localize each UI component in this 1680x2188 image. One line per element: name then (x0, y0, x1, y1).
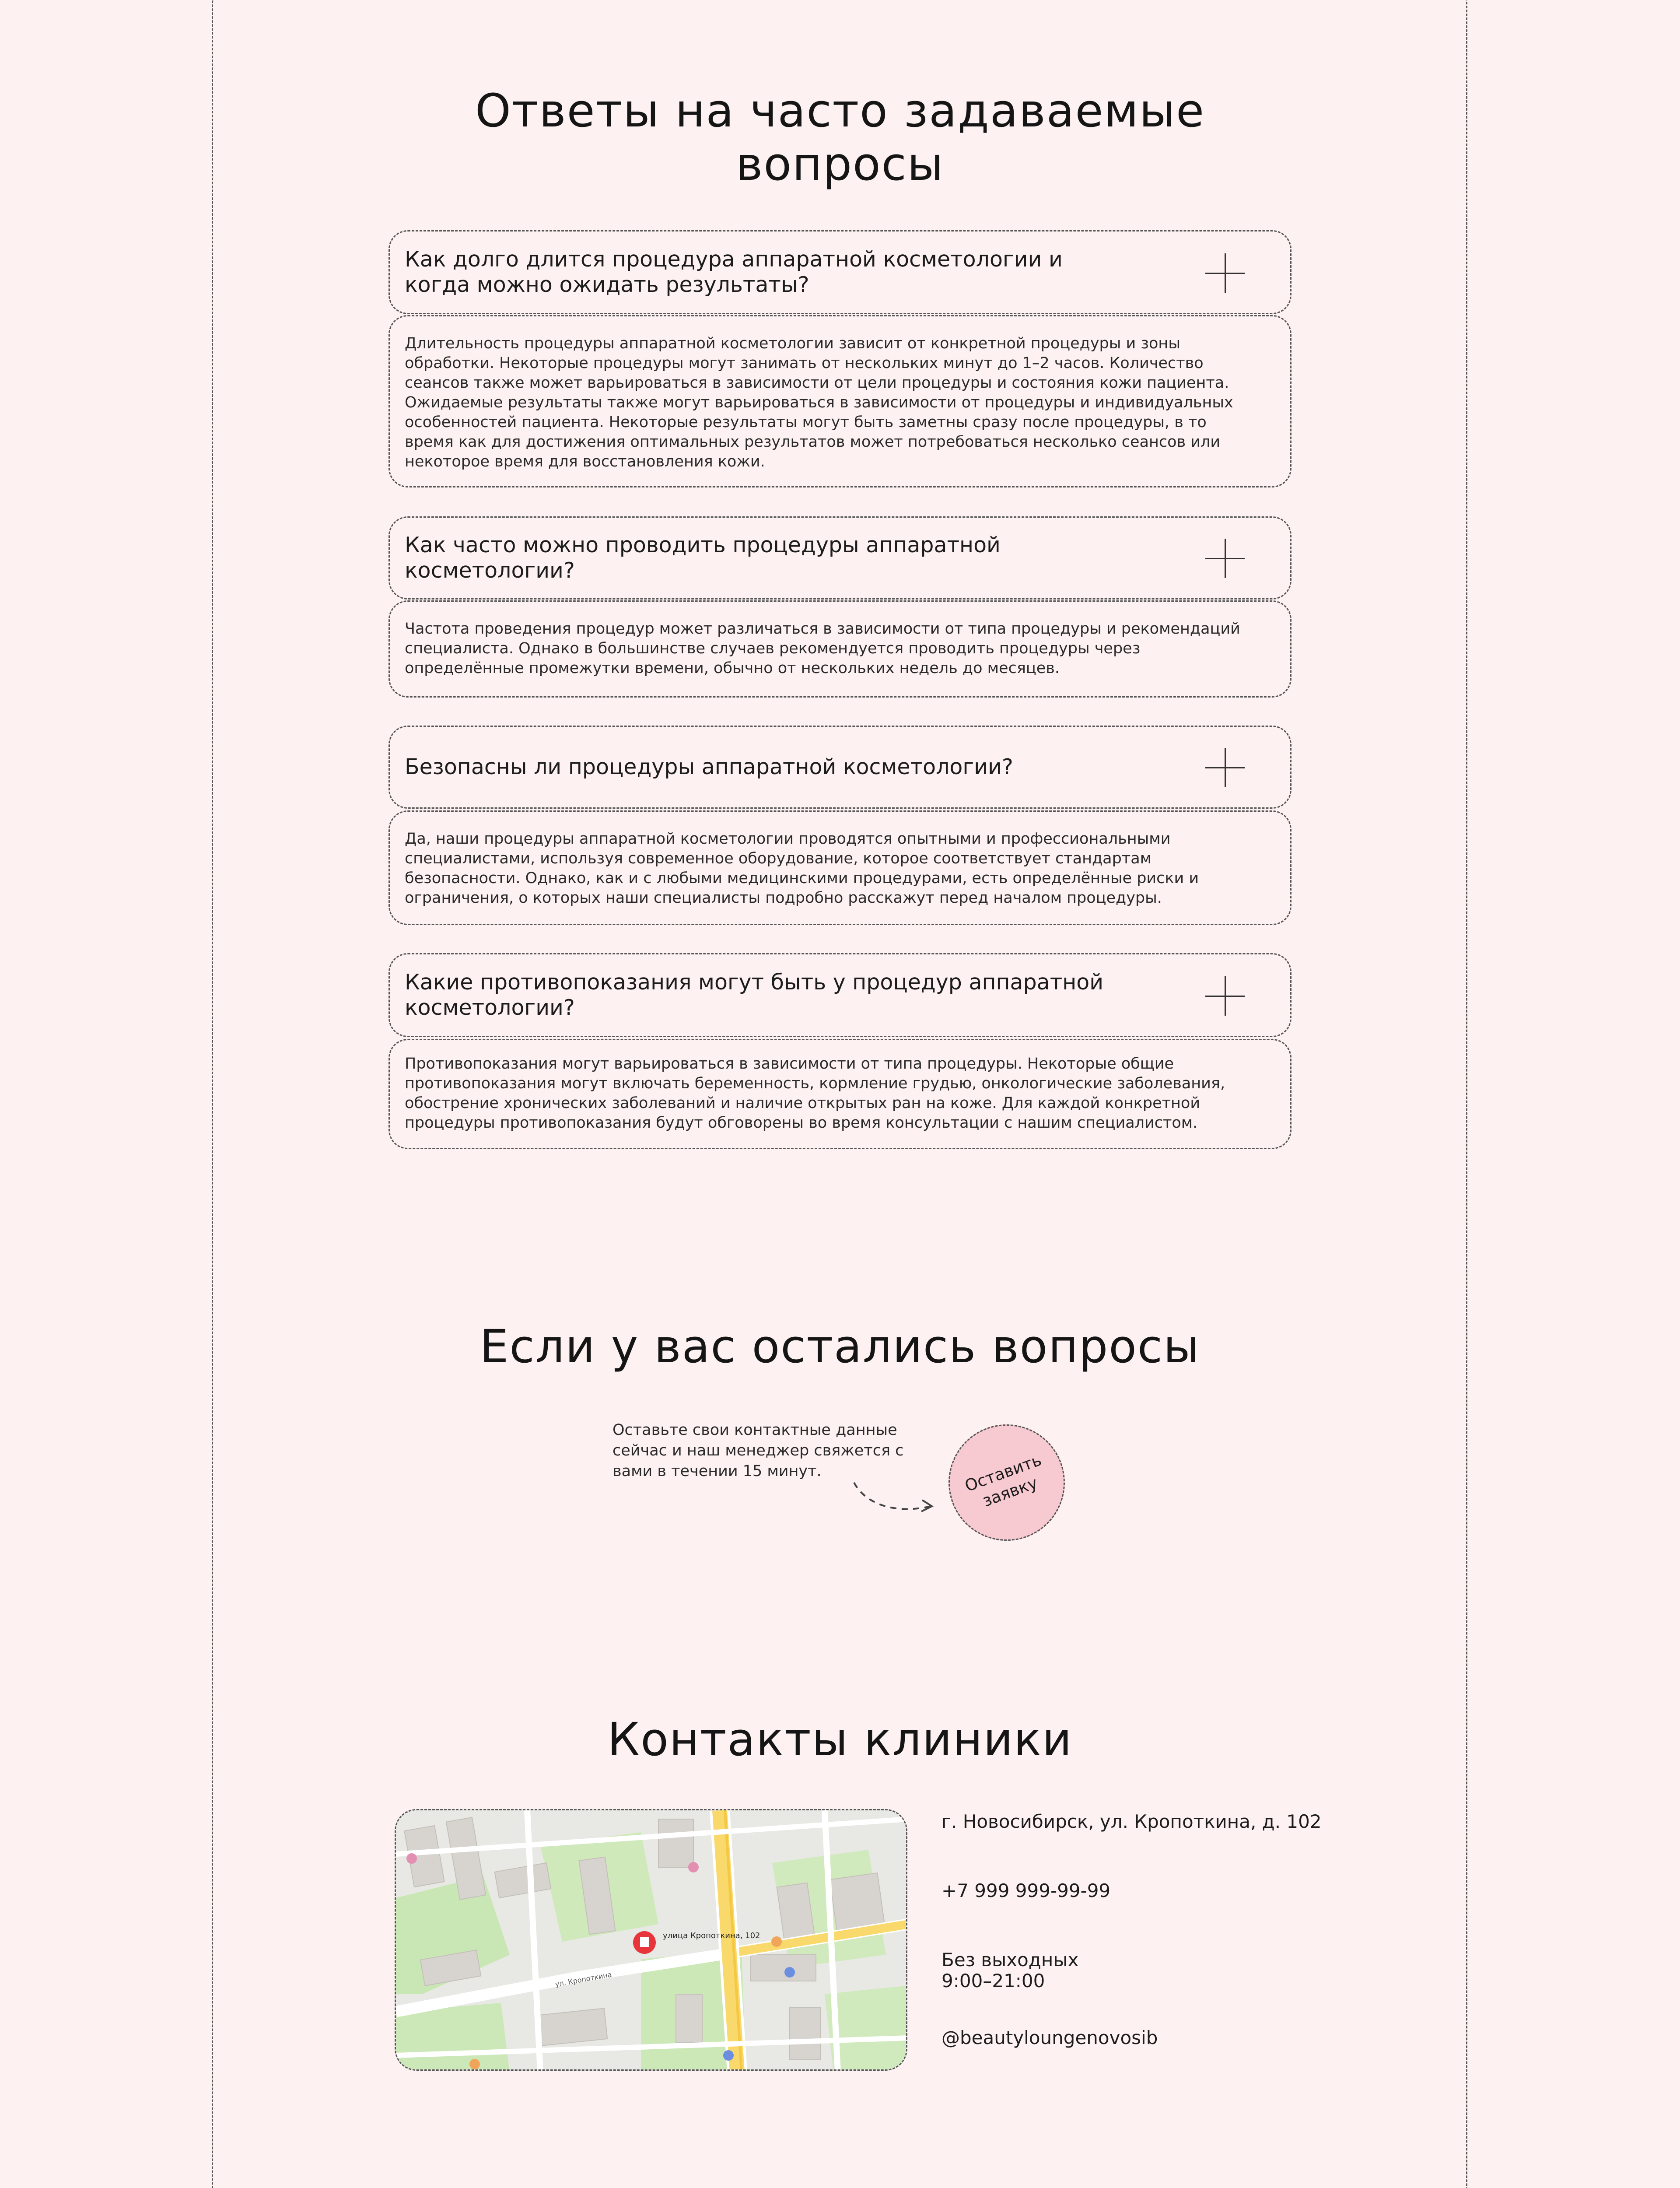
faq-answer-3 (388, 810, 1292, 925)
plus-icon[interactable] (1205, 253, 1245, 293)
clinic-schedule-hours: 9:00–21:00 (942, 1970, 1045, 1992)
clinic-social-handle[interactable]: @beautyloungenovosib (942, 2027, 1158, 2048)
clinic-schedule-days: Без выходных (942, 1949, 1079, 1971)
questions-title: Если у вас остались вопросы (480, 1320, 1200, 1373)
faq-title-line1: Ответы на часто задаваемые (475, 84, 1205, 137)
faq-question-text: Как часто можно проводить процедуры аппаратной косметологии? (405, 533, 1001, 583)
map-label: улица Кропоткина, 102 (663, 1931, 760, 1940)
leave-request-label: Оставить заявку (962, 1450, 1044, 1511)
plus-icon[interactable] (1205, 539, 1245, 578)
clinic-map[interactable] (395, 1809, 907, 2071)
map-street-label: ул. Кропоткина (554, 1970, 612, 1988)
faq-answer-1 (388, 315, 1292, 487)
dashed-arrow-icon (849, 1475, 936, 1518)
map-graphic (396, 1810, 907, 2071)
faq-answer-4 (388, 1039, 1292, 1149)
faq-question-text: Какие противопоказания могут быть у процедур аппаратной косметологии? (405, 970, 1104, 1020)
faq-answer-text: Противопоказания могут варьироваться в зависимости от типа процедуры. Некоторые общие противопоказания могут включать беременность, кормление грудью, онкологические заболевания, обострение хронических заболеваний и наличие открытых ран на коже. Для каждой конкретной процедуры противопоказания будут обговорены во время консультации с нашим специалистом. (405, 1055, 1225, 1132)
faq-answer-2 (388, 600, 1292, 698)
clinic-phone[interactable]: +7 999 999-99-99 (942, 1880, 1111, 1901)
faq-question-1[interactable] (388, 230, 1292, 314)
faq-question-text: Безопасны ли процедуры аппаратной косметологии? (405, 754, 1013, 779)
contact-note: Оставьте свои контактные данные сейчас и наш менеджер свяжется с вами в течении 15 минут. (612, 1421, 904, 1480)
faq-answer-text: Длительность процедуры аппаратной косметологии зависит от конкретной процедуры и зоны обработки. Некоторые процедуры могут занимать от нескольких минут до 1–2 часов. Количество сеансов также может варьироваться в зависимости от цели процедуры и состояния кожи пациента. Ожидаемые результаты также могут варьироваться в зависимости от процедуры и индивидуальных особенностей пациента. Некоторые результаты могут быть заметны сразу после процедуры, в то время как для достижения оптимальных результатов может потребоваться несколько сеансов или некоторое время для восстановления кожи. (405, 335, 1233, 470)
faq-answer-text: Частота проведения процедур может различаться в зависимости от типа процедуры и рекомендаций специалиста. Однако в большинстве случаев рекомендуется проводить процедуры через определённые промежутки времени, обычно от нескольких недель до месяцев. (405, 620, 1240, 677)
plus-icon[interactable] (1205, 976, 1245, 1016)
clinic-address: г. Новосибирск, ул. Кропоткина, д. 102 (942, 1811, 1322, 1832)
faq-title-line2: вопросы (736, 137, 944, 191)
faq-question-4[interactable] (388, 953, 1292, 1037)
faq-answer-text: Да, наши процедуры аппаратной косметологии проводятся опытными и профессиональными специалистами, используя современное оборудование, которое соответствует стандартам безопасности. Однако, как и с любыми медицинскими процедурами, есть определённые риски и ограничения, о которых наши специалисты подробно расскажут перед началом процедуры. (405, 830, 1199, 907)
faq-question-text: Как долго длится процедура аппаратной косметологии и когда можно ожидать результаты? (405, 247, 1063, 297)
faq-question-2[interactable] (388, 516, 1292, 600)
plus-icon[interactable] (1205, 748, 1245, 787)
contacts-title: Контакты клиники (607, 1713, 1073, 1766)
faq-title (0, 84, 1680, 191)
leave-request-button[interactable] (948, 1424, 1065, 1541)
faq-question-3[interactable] (388, 726, 1292, 809)
